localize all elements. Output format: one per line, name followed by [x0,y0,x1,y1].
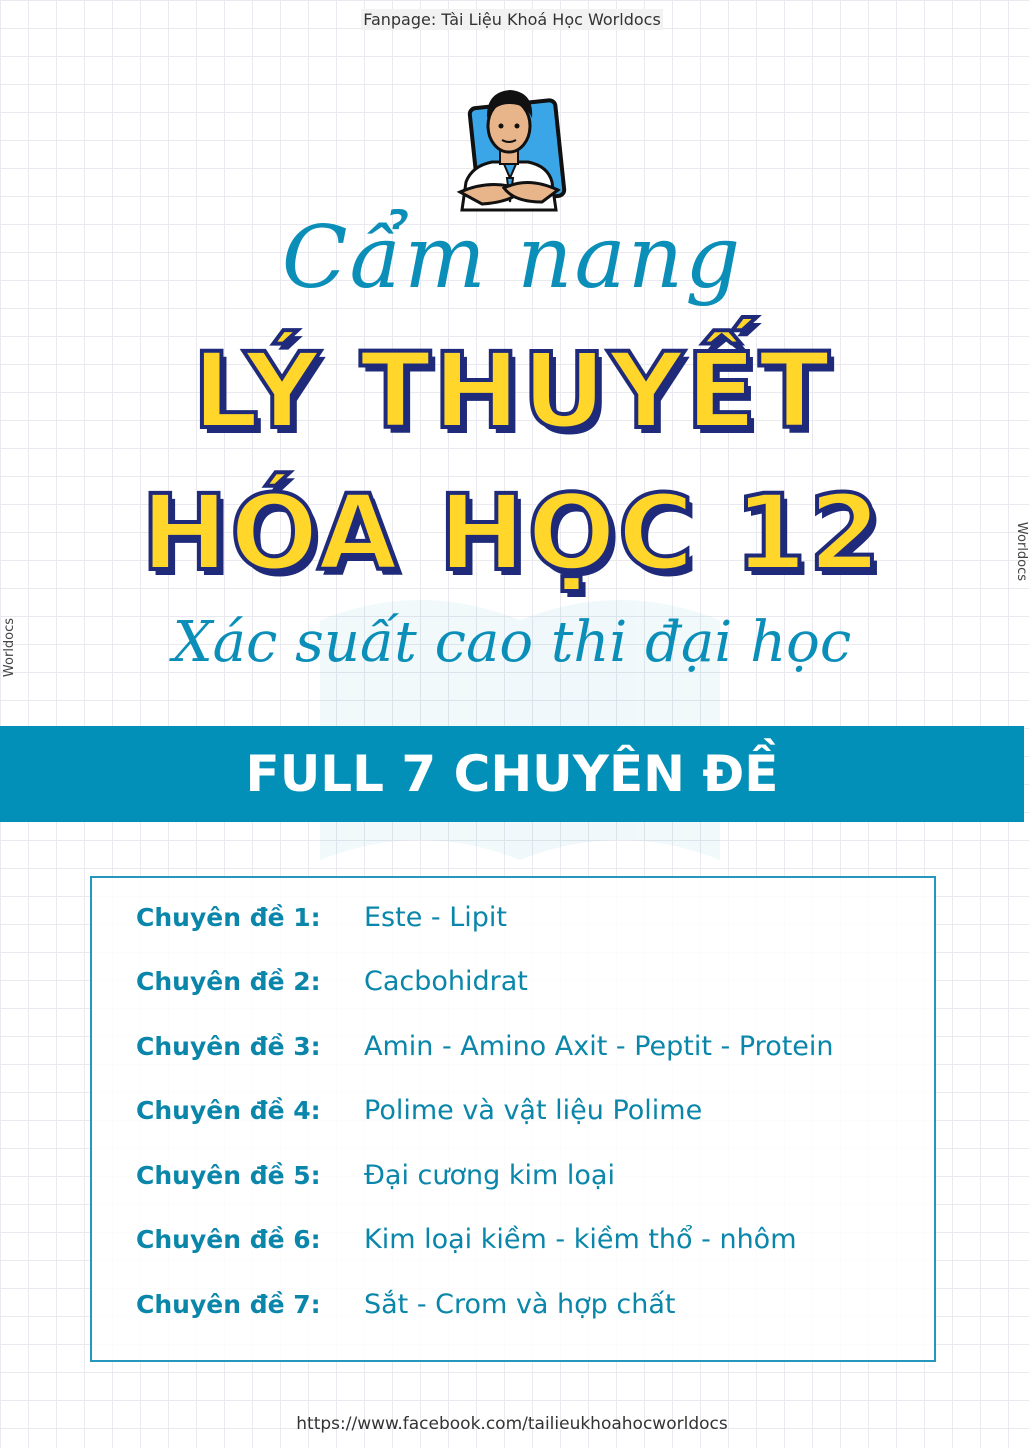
topics-list [90,876,936,1362]
script-title: Cẩm nang [281,208,743,308]
main-title-line-1: LÝ THUYẾT [192,330,832,452]
main-title-line-2: HÓA HỌC 12 [140,472,884,594]
topic-text: Đại cương kim loại [364,1160,615,1191]
topic-label: Chuyên đề 4: [136,1096,321,1125]
side-watermark-left: Worldocs [2,617,18,678]
topic-text: Kim loại kiềm - kiềm thổ - nhôm [364,1224,797,1255]
teacher-avatar-illustration [452,78,568,210]
topics-banner [0,726,1024,822]
topic-label: Chuyên đề 7: [136,1290,321,1319]
topic-text: Polime và vật liệu Polime [364,1095,703,1126]
topic-item-2 [136,962,528,1002]
topic-label: Chuyên đề 1: [136,903,321,932]
topic-item-1 [136,898,507,938]
topic-item-6 [136,1220,797,1260]
topic-label: Chuyên đề 3: [136,1032,321,1061]
fanpage-header [0,10,1024,29]
topic-text: Cacbohidrat [364,966,528,997]
topic-item-3 [136,1027,834,1067]
topic-text: Amin - Amino Axit - Peptit - Protein [364,1031,834,1062]
topic-item-5 [136,1156,615,1196]
topic-text: Este - Lipit [364,902,508,933]
topic-item-4 [136,1091,702,1131]
footer-url[interactable]: https://www.facebook.com/tailieukhoahocworldocs [296,1414,728,1434]
topic-item-7 [136,1285,676,1325]
topics-banner-text: FULL 7 CHUYÊN ĐỀ [245,745,779,803]
fanpage-text: Fanpage: Tài Liệu Khoá Học Worldocs [363,10,661,29]
side-watermark-right: Worldocs [1014,521,1029,582]
topic-label: Chuyên đề 5: [136,1161,321,1190]
subtitle: Xác suất cao thi đại học [172,610,852,675]
topic-label: Chuyên đề 2: [136,967,321,996]
topic-text: Sắt - Crom và hợp chất [364,1289,676,1320]
topic-label: Chuyên đề 6: [136,1225,321,1254]
